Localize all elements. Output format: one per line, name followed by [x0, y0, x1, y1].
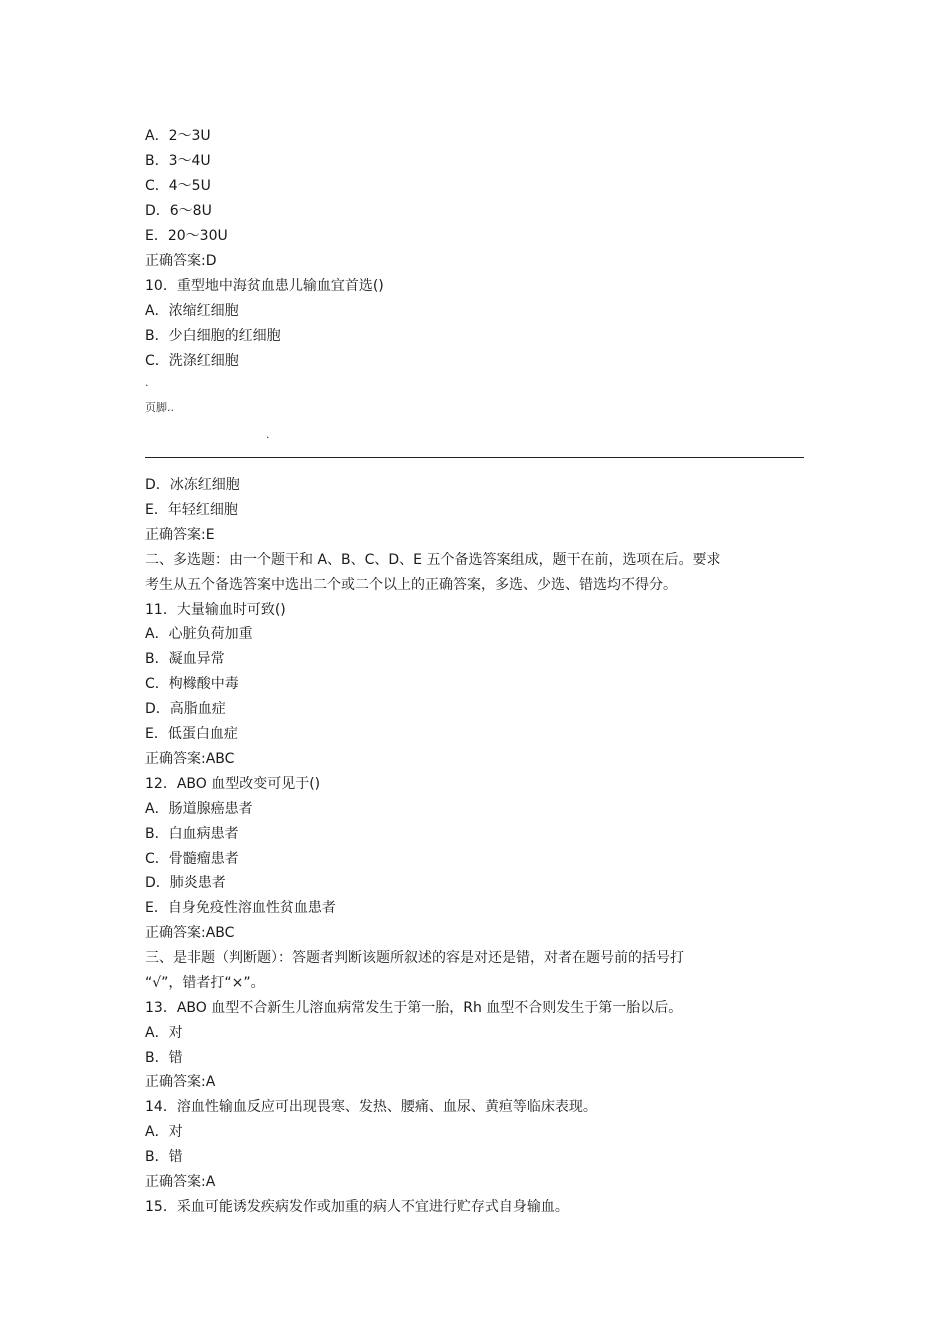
option-e: E．20～30U: [145, 228, 228, 244]
answer-13: 正确答案:A: [145, 1074, 216, 1090]
page-divider: [145, 457, 804, 458]
section-2-heading-cont: 考生从五个备选答案中选出二个或二个以上的正确答案，多选、少选、错选均不得分。: [145, 577, 677, 593]
q10-option-e: E．年轻红细胞: [145, 502, 238, 518]
q12-option-a: A．肠道腺癌患者: [145, 801, 253, 817]
q11-option-d: D．高脂血症: [145, 701, 226, 717]
option-d: D．6～8U: [145, 203, 212, 219]
q14-option-b: B．错: [145, 1149, 183, 1165]
section-2-heading: 二、多选题：由一个题干和 A、B、C、D、E 五个备选答案组成，题干在前，选项在后。要求: [145, 552, 721, 568]
question-12: 12．ABO 血型改变可见于(): [145, 776, 321, 792]
q10-option-d: D．冰冻红细胞: [145, 477, 240, 493]
answer-12: 正确答案:ABC: [145, 925, 235, 941]
option-b: B．3～4U: [145, 153, 211, 169]
q11-option-a: A．心脏负荷加重: [145, 626, 253, 642]
q11-option-e: E．低蛋白血症: [145, 726, 238, 742]
q14-option-a: A．对: [145, 1124, 183, 1140]
footer-dot: .: [266, 428, 270, 441]
q11-option-b: B．凝血异常: [145, 651, 225, 667]
answer-9: 正确答案:D: [145, 253, 217, 269]
page-dot: .: [145, 376, 149, 389]
option-c: C．4～5U: [145, 178, 211, 194]
q10-option-a: A．浓缩红细胞: [145, 303, 239, 319]
option-a: A．2～3U: [145, 128, 211, 144]
q13-option-a: A．对: [145, 1025, 183, 1041]
q12-option-e: E．自身免疫性溶血性贫血患者: [145, 900, 336, 916]
section-3-heading-cont: “√”，错者打“×”。: [145, 975, 265, 991]
q12-option-b: B．白血病患者: [145, 826, 239, 842]
footer-label: 页脚..: [145, 401, 174, 414]
question-10: 10．重型地中海贫血患儿输血宜首选(): [145, 278, 384, 294]
q10-option-c: C．洗涤红细胞: [145, 353, 239, 369]
q10-option-b: B．少白细胞的红细胞: [145, 328, 281, 344]
question-13: 13．ABO 血型不合新生儿溶血病常发生于第一胎，Rh 血型不合则发生于第一胎以后。: [145, 1000, 683, 1016]
q13-option-b: B．错: [145, 1050, 183, 1066]
section-3-heading: 三、是非题（判断题）：答题者判断该题所叙述的容是对还是错，对者在题号前的括号打: [145, 950, 684, 966]
question-11: 11．大量输血时可致(): [145, 602, 286, 618]
q12-option-c: C．骨髓瘤患者: [145, 851, 239, 867]
answer-10: 正确答案:E: [145, 527, 215, 543]
q11-option-c: C．枸橼酸中毒: [145, 676, 239, 692]
question-15: 15．采血可能诱发疾病发作或加重的病人不宜进行贮存式自身输血。: [145, 1199, 569, 1215]
question-14: 14．溶血性输血反应可出现畏寒、发热、腰痛、血尿、黄疸等临床表现。: [145, 1099, 597, 1115]
answer-11: 正确答案:ABC: [145, 751, 235, 767]
q12-option-d: D．肺炎患者: [145, 875, 226, 891]
answer-14: 正确答案:A: [145, 1174, 216, 1190]
